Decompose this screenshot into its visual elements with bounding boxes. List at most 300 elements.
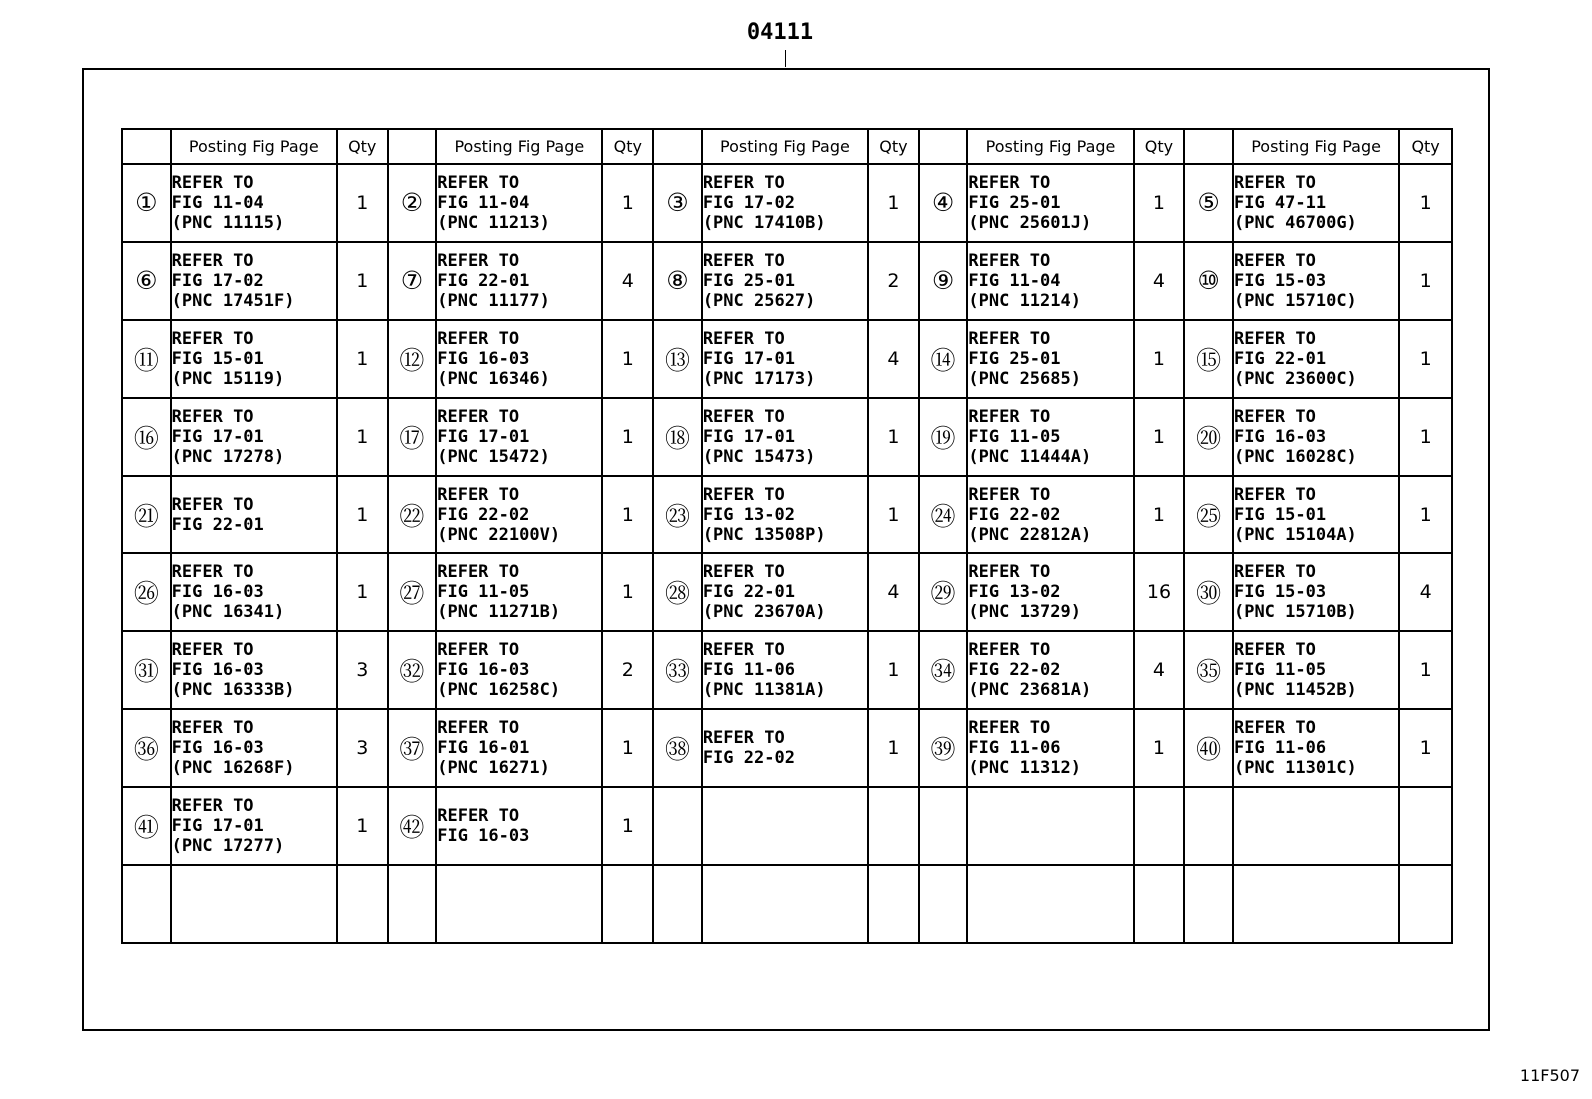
item-number: ㊵ [1184, 709, 1233, 787]
reference-line: REFER TO [968, 718, 1051, 739]
reference-line: FIG 11-05 [437, 582, 530, 603]
item-number: ④ [919, 164, 968, 242]
item-number: ② [388, 164, 437, 242]
reference-line: FIG 22-02 [968, 504, 1061, 525]
reference-cell [702, 476, 868, 554]
item-number: ⑮ [1184, 320, 1233, 398]
item-number: ⑨ [919, 242, 968, 320]
quantity-cell: 2 [868, 242, 919, 320]
reference-line: FIG 15-03 [1233, 270, 1327, 291]
reference-line: (PNC 25627) [702, 290, 816, 311]
item-number: ㉒ [388, 476, 437, 554]
reference-line: FIG 22-01 [437, 270, 530, 291]
quantity-cell: 1 [1399, 242, 1452, 320]
quantity-cell: 1 [1134, 164, 1185, 242]
reference-line: (PNC 11444A) [968, 446, 1092, 467]
reference-line: (PNC 16271) [437, 758, 550, 779]
quantity-cell: 1 [602, 553, 653, 631]
item-number: ㊶ [122, 787, 171, 865]
reference-line: REFER TO [968, 250, 1051, 271]
reference-cell [967, 787, 1133, 865]
reference-cell [436, 398, 602, 476]
item-number: ㉔ [919, 476, 968, 554]
reference-line: REFER TO [702, 406, 785, 427]
reference-cell [436, 865, 602, 943]
item-number [919, 865, 968, 943]
reference-line: REFER TO [1233, 718, 1316, 739]
item-number: ⑪ [122, 320, 171, 398]
figure-code: 11F507 [1519, 1066, 1580, 1085]
reference-line: REFER TO [968, 172, 1051, 193]
reference-cell [436, 476, 602, 554]
reference-cell [702, 709, 868, 787]
reference-line: FIG 25-01 [968, 348, 1061, 369]
reference-line: FIG 17-02 [171, 270, 264, 291]
reference-line: REFER TO [437, 328, 520, 349]
item-number [653, 865, 702, 943]
reference-cell [436, 164, 602, 242]
quantity-cell: 1 [602, 476, 653, 554]
item-number: ㉛ [122, 631, 171, 709]
header-posting-fig-page: Posting Fig Page [1233, 129, 1399, 164]
quantity-cell: 1 [602, 320, 653, 398]
reference-cell [171, 164, 337, 242]
quantity-cell: 1 [1134, 476, 1185, 554]
quantity-cell [337, 865, 388, 943]
table-row [122, 476, 1452, 554]
item-number: ㉙ [919, 553, 968, 631]
reference-line: REFER TO [437, 250, 520, 271]
item-number: ㊲ [388, 709, 437, 787]
item-number: ⑭ [919, 320, 968, 398]
quantity-cell: 4 [1134, 242, 1185, 320]
reference-line: FIG 11-06 [1233, 738, 1327, 759]
reference-line: FIG 22-01 [702, 582, 795, 603]
reference-cell [1233, 164, 1399, 242]
reference-line: (PNC 16341) [171, 602, 285, 623]
reference-line: (PNC 16333B) [171, 680, 295, 701]
reference-line: REFER TO [437, 806, 520, 827]
reference-cell [1233, 631, 1399, 709]
reference-line: FIG 16-03 [171, 738, 264, 759]
item-number: ⑤ [1184, 164, 1233, 242]
header-blank-cell [388, 129, 437, 164]
reference-line: (PNC 11452B) [1233, 680, 1357, 701]
quantity-cell: 1 [602, 398, 653, 476]
reference-line: (PNC 16028C) [1233, 446, 1357, 467]
reference-cell [702, 631, 868, 709]
reference-line: FIG 13-02 [702, 504, 795, 525]
reference-line: (PNC 11381A) [702, 680, 826, 701]
reference-cell [171, 320, 337, 398]
item-number [388, 865, 437, 943]
reference-line: FIG 17-02 [702, 192, 795, 213]
item-number: ⑦ [388, 242, 437, 320]
reference-line: REFER TO [702, 728, 785, 749]
quantity-cell: 4 [1134, 631, 1185, 709]
reference-line: REFER TO [437, 484, 520, 505]
reference-cell [967, 631, 1133, 709]
item-number: ⑥ [122, 242, 171, 320]
header-blank-cell [122, 129, 171, 164]
reference-line: REFER TO [437, 406, 520, 427]
reference-cell [1233, 553, 1399, 631]
header-qty: Qty [868, 129, 919, 164]
reference-line: (PNC 11301C) [1233, 758, 1357, 779]
item-number: ㉑ [122, 476, 171, 554]
reference-cell [702, 398, 868, 476]
reference-line: REFER TO [702, 640, 785, 661]
reference-line: FIG 11-04 [437, 192, 530, 213]
reference-cell [171, 631, 337, 709]
header-qty: Qty [602, 129, 653, 164]
table-row [122, 242, 1452, 320]
reference-line: (PNC 23670A) [702, 602, 826, 623]
reference-line: REFER TO [1233, 406, 1316, 427]
reference-line: (PNC 13508P) [702, 524, 826, 545]
quantity-cell: 1 [602, 787, 653, 865]
reference-line: REFER TO [171, 406, 254, 427]
reference-line: (PNC 17278) [171, 446, 285, 467]
reference-line: FIG 16-03 [1233, 426, 1327, 447]
reference-cell [967, 553, 1133, 631]
quantity-cell: 1 [1399, 164, 1452, 242]
reference-line: (PNC 17277) [171, 836, 285, 857]
item-number: ㉓ [653, 476, 702, 554]
item-number: ⑰ [388, 398, 437, 476]
table-row [122, 709, 1452, 787]
reference-line: REFER TO [968, 484, 1051, 505]
reference-cell [1233, 398, 1399, 476]
reference-line: REFER TO [171, 172, 254, 193]
reference-cell [171, 709, 337, 787]
quantity-cell: 3 [337, 709, 388, 787]
reference-line: FIG 16-03 [437, 660, 530, 681]
reference-cell [967, 242, 1133, 320]
reference-cell [702, 164, 868, 242]
reference-cell [967, 398, 1133, 476]
quantity-cell: 4 [868, 553, 919, 631]
reference-line: REFER TO [968, 406, 1051, 427]
reference-cell [436, 320, 602, 398]
reference-line: FIG 17-01 [702, 426, 795, 447]
reference-line: REFER TO [437, 172, 520, 193]
quantity-cell [868, 865, 919, 943]
quantity-cell: 4 [602, 242, 653, 320]
reference-cell [1233, 709, 1399, 787]
item-number: ⑬ [653, 320, 702, 398]
reference-cell [702, 320, 868, 398]
reference-line: FIG 16-01 [437, 738, 530, 759]
reference-line: (PNC 11177) [437, 290, 550, 311]
reference-line: REFER TO [171, 562, 254, 583]
reference-line: REFER TO [1233, 172, 1316, 193]
leader-line [785, 50, 786, 67]
reference-line: REFER TO [171, 640, 254, 661]
reference-cell [171, 553, 337, 631]
quantity-cell: 1 [1134, 709, 1185, 787]
header-qty: Qty [1399, 129, 1452, 164]
item-number: ③ [653, 164, 702, 242]
reference-line: FIG 22-01 [171, 514, 264, 535]
reference-line: (PNC 11213) [437, 212, 550, 233]
header-blank-cell [1184, 129, 1233, 164]
item-number: ⑧ [653, 242, 702, 320]
quantity-cell [1134, 787, 1185, 865]
quantity-cell: 3 [337, 631, 388, 709]
reference-cell [967, 320, 1133, 398]
reference-line: (PNC 22812A) [968, 524, 1092, 545]
item-number [1184, 865, 1233, 943]
reference-cell [171, 787, 337, 865]
quantity-cell: 16 [1134, 553, 1185, 631]
quantity-cell: 1 [337, 787, 388, 865]
item-number: ㉟ [1184, 631, 1233, 709]
reference-line: FIG 15-01 [1233, 504, 1327, 525]
reference-line: (PNC 23681A) [968, 680, 1092, 701]
header-posting-fig-page: Posting Fig Page [171, 129, 337, 164]
reference-line: REFER TO [171, 250, 254, 271]
reference-line: (PNC 11271B) [437, 602, 561, 623]
table-row [122, 631, 1452, 709]
quantity-cell: 1 [337, 320, 388, 398]
quantity-cell: 1 [337, 242, 388, 320]
reference-cell [436, 787, 602, 865]
item-number: ㉕ [1184, 476, 1233, 554]
item-number: ⑱ [653, 398, 702, 476]
item-number [653, 787, 702, 865]
quantity-cell: 1 [602, 709, 653, 787]
item-number: ㉝ [653, 631, 702, 709]
reference-line: (PNC 15472) [437, 446, 550, 467]
quantity-cell: 1 [868, 631, 919, 709]
quantity-cell: 1 [337, 164, 388, 242]
quantity-cell [868, 787, 919, 865]
quantity-cell: 1 [868, 398, 919, 476]
quantity-cell [1134, 865, 1185, 943]
table-row [122, 553, 1452, 631]
reference-cell [967, 709, 1133, 787]
reference-cell [1233, 476, 1399, 554]
reference-line: FIG 22-01 [1233, 348, 1327, 369]
reference-line: FIG 22-02 [702, 748, 795, 769]
reference-line: REFER TO [171, 328, 254, 349]
quantity-cell: 1 [868, 476, 919, 554]
parts-reference-table [121, 128, 1453, 944]
reference-line: REFER TO [1233, 562, 1316, 583]
reference-line: REFER TO [171, 718, 254, 739]
reference-cell [1233, 865, 1399, 943]
quantity-cell: 1 [868, 709, 919, 787]
header-blank-cell [919, 129, 968, 164]
reference-line: REFER TO [1233, 250, 1316, 271]
reference-line: FIG 25-01 [968, 192, 1061, 213]
reference-line: REFER TO [702, 484, 785, 505]
reference-cell [436, 709, 602, 787]
reference-line: (PNC 15473) [702, 446, 816, 467]
reference-line: REFER TO [437, 640, 520, 661]
reference-cell [171, 398, 337, 476]
item-number: ㊳ [653, 709, 702, 787]
table-header-row [122, 129, 1452, 164]
reference-line: FIG 11-05 [1233, 660, 1327, 681]
reference-line: FIG 17-01 [702, 348, 795, 369]
reference-cell [702, 865, 868, 943]
reference-line: (PNC 11115) [171, 212, 285, 233]
quantity-cell: 1 [1134, 320, 1185, 398]
reference-line: FIG 13-02 [968, 582, 1061, 603]
reference-line: (PNC 16268F) [171, 758, 295, 779]
reference-line: REFER TO [702, 250, 785, 271]
quantity-cell [1399, 865, 1452, 943]
reference-cell [967, 476, 1133, 554]
reference-line: (PNC 16346) [437, 368, 550, 389]
reference-line: FIG 22-02 [968, 660, 1061, 681]
item-number: ㉜ [388, 631, 437, 709]
part-number-label: 04111 [746, 20, 814, 45]
item-number: ㉘ [653, 553, 702, 631]
item-number: ㊴ [919, 709, 968, 787]
quantity-cell: 1 [337, 476, 388, 554]
item-number [122, 865, 171, 943]
reference-line: (PNC 22100V) [437, 524, 561, 545]
quantity-cell: 1 [1399, 476, 1452, 554]
item-number [919, 787, 968, 865]
reference-line: FIG 11-04 [171, 192, 264, 213]
reference-cell [967, 164, 1133, 242]
header-posting-fig-page: Posting Fig Page [436, 129, 602, 164]
item-number: ⑯ [122, 398, 171, 476]
reference-line: (PNC 16258C) [437, 680, 561, 701]
reference-cell [171, 476, 337, 554]
quantity-cell: 4 [1399, 553, 1452, 631]
table-row [122, 787, 1452, 865]
header-blank-cell [653, 129, 702, 164]
reference-line: REFER TO [1233, 640, 1316, 661]
reference-line: FIG 11-06 [702, 660, 795, 681]
table-row [122, 398, 1452, 476]
quantity-cell: 1 [1134, 398, 1185, 476]
header-posting-fig-page: Posting Fig Page [702, 129, 868, 164]
reference-line: (PNC 17173) [702, 368, 816, 389]
reference-line: REFER TO [702, 172, 785, 193]
reference-line: (PNC 17410B) [702, 212, 826, 233]
item-number: ㉗ [388, 553, 437, 631]
quantity-cell: 1 [868, 164, 919, 242]
reference-line: (PNC 15710B) [1233, 602, 1357, 623]
table-row [122, 865, 1452, 943]
reference-line: (PNC 11312) [968, 758, 1081, 779]
reference-line: (PNC 13729) [968, 602, 1081, 623]
table-body [122, 164, 1452, 943]
item-number: ㊱ [122, 709, 171, 787]
reference-cell [436, 553, 602, 631]
reference-line: REFER TO [968, 328, 1051, 349]
quantity-cell: 1 [1399, 631, 1452, 709]
quantity-cell: 1 [1399, 398, 1452, 476]
reference-line: (PNC 11214) [968, 290, 1081, 311]
item-number: ⑫ [388, 320, 437, 398]
quantity-cell: 1 [602, 164, 653, 242]
reference-line: REFER TO [702, 328, 785, 349]
header-qty: Qty [1134, 129, 1185, 164]
reference-line: REFER TO [437, 718, 520, 739]
reference-line: FIG 16-03 [171, 660, 264, 681]
reference-line: REFER TO [437, 562, 520, 583]
reference-line: FIG 47-11 [1233, 192, 1327, 213]
reference-line: FIG 17-01 [171, 816, 264, 837]
table-row [122, 164, 1452, 242]
reference-cell [1233, 242, 1399, 320]
reference-line: REFER TO [171, 494, 254, 515]
quantity-cell: 1 [337, 553, 388, 631]
quantity-cell: 4 [868, 320, 919, 398]
reference-cell [702, 242, 868, 320]
reference-line: (PNC 23600C) [1233, 368, 1357, 389]
quantity-cell [1399, 787, 1452, 865]
quantity-cell [602, 865, 653, 943]
reference-line: (PNC 25685) [968, 368, 1081, 389]
reference-line: FIG 16-03 [437, 348, 530, 369]
reference-line: FIG 17-01 [437, 426, 530, 447]
reference-line: (PNC 15104A) [1233, 524, 1357, 545]
reference-line: FIG 15-01 [171, 348, 264, 369]
reference-cell [1233, 787, 1399, 865]
quantity-cell: 1 [337, 398, 388, 476]
reference-cell [436, 631, 602, 709]
reference-line: FIG 16-03 [171, 582, 264, 603]
reference-line: REFER TO [1233, 484, 1316, 505]
reference-line: (PNC 46700G) [1233, 212, 1357, 233]
item-number: ⑲ [919, 398, 968, 476]
reference-line: REFER TO [702, 562, 785, 583]
reference-line: (PNC 25601J) [968, 212, 1092, 233]
reference-line: FIG 15-03 [1233, 582, 1327, 603]
reference-line: (PNC 15119) [171, 368, 285, 389]
item-number: ㉚ [1184, 553, 1233, 631]
item-number: ⑳ [1184, 398, 1233, 476]
reference-line: REFER TO [968, 640, 1051, 661]
item-number: ⑩ [1184, 242, 1233, 320]
item-number: ① [122, 164, 171, 242]
item-number: ㉖ [122, 553, 171, 631]
reference-line: FIG 11-04 [968, 270, 1061, 291]
reference-line: (PNC 15710C) [1233, 290, 1357, 311]
reference-line: REFER TO [968, 562, 1051, 583]
reference-cell [436, 242, 602, 320]
reference-line: FIG 17-01 [171, 426, 264, 447]
reference-line: REFER TO [171, 796, 254, 817]
table-row [122, 320, 1452, 398]
reference-line: FIG 11-05 [968, 426, 1061, 447]
header-qty: Qty [337, 129, 388, 164]
quantity-cell: 1 [1399, 709, 1452, 787]
reference-cell [967, 865, 1133, 943]
reference-line: FIG 11-06 [968, 738, 1061, 759]
item-number: ㉞ [919, 631, 968, 709]
reference-cell [171, 242, 337, 320]
header-posting-fig-page: Posting Fig Page [967, 129, 1133, 164]
quantity-cell: 1 [1399, 320, 1452, 398]
reference-line: REFER TO [1233, 328, 1316, 349]
reference-line: FIG 22-02 [437, 504, 530, 525]
reference-line: (PNC 17451F) [171, 290, 295, 311]
reference-line: FIG 25-01 [702, 270, 795, 291]
reference-cell [1233, 320, 1399, 398]
item-number [1184, 787, 1233, 865]
reference-cell [702, 553, 868, 631]
quantity-cell: 2 [602, 631, 653, 709]
